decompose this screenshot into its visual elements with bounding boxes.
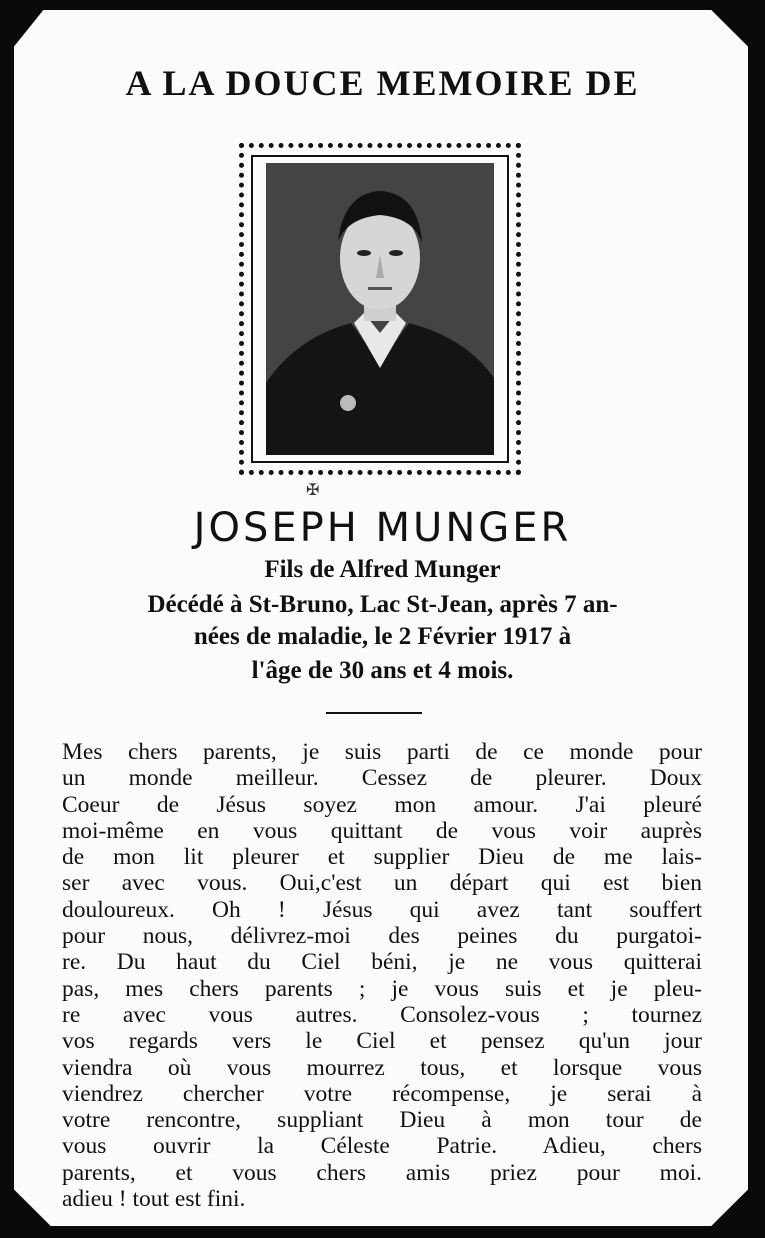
verse-line: Mes chers parents, je suis parti de ce monde pour [62, 739, 702, 765]
divider-rule [326, 712, 422, 714]
verse-line-last: adieu ! tout est fini. [62, 1186, 246, 1213]
verse-line: votre rencontre, suppliant Dieu à mon tour de [62, 1107, 702, 1134]
parent-line: Fils de Alfred Munger [264, 556, 501, 583]
verse-line: vous ouvrir la Céleste Patrie. Adieu, chers [62, 1133, 702, 1160]
verse-line: de mon lit pleurer et supplier Dieu de me lais- [62, 844, 702, 871]
verse-line: moi-même en vous quittant de vous voir auprès [62, 817, 702, 844]
verse-line: Coeur de Jésus soyez mon amour. J'ai pleuré [62, 791, 702, 818]
verse-line: re. Du haut du Ciel béni, je ne vous quitterai [62, 949, 702, 976]
verse-line: pour nous, délivrez-moi des peines du purgatoi- [62, 923, 702, 950]
age-line: l'âge de 30 ans et 4 mois. [251, 657, 514, 684]
verse-line: un monde meilleur. Cessez de pleurer. Doux [62, 765, 702, 792]
verse-line: parents, et vous chers amis priez pour moi. [62, 1159, 702, 1186]
verse-line: re avec vous autres. Consolez-vous ; tournez [62, 1001, 702, 1028]
verse-line: vos regards vers le Ciel et pensez qu'un jour [62, 1028, 702, 1055]
verse-line: ser avec vous. Oui,c'est un départ qui est bien [62, 870, 702, 897]
verse-line: viendrez chercher votre récompense, je serai à [62, 1080, 702, 1107]
portrait-photo [266, 163, 494, 455]
death-date-line: nées de maladie, le 2 Février 1917 à [193, 623, 572, 650]
memorial-heading: A LA DOUCE MEMOIRE DE [125, 63, 640, 103]
verse-line: douloureux. Oh ! Jésus qui avez tant souffert [62, 896, 702, 923]
cross-ornament: ✠ [306, 480, 320, 499]
verse-line: pas, mes chers parents ; je vous suis et je pleu- [62, 975, 702, 1002]
deceased-name: JOSEPH MUNGER [193, 505, 572, 551]
memorial-verse [62, 739, 702, 1212]
verse-line: viendra où vous mourrez tous, et lorsque vous [62, 1054, 702, 1081]
death-place-line: Décédé à St-Bruno, Lac St-Jean, après 7 an- [147, 591, 618, 618]
